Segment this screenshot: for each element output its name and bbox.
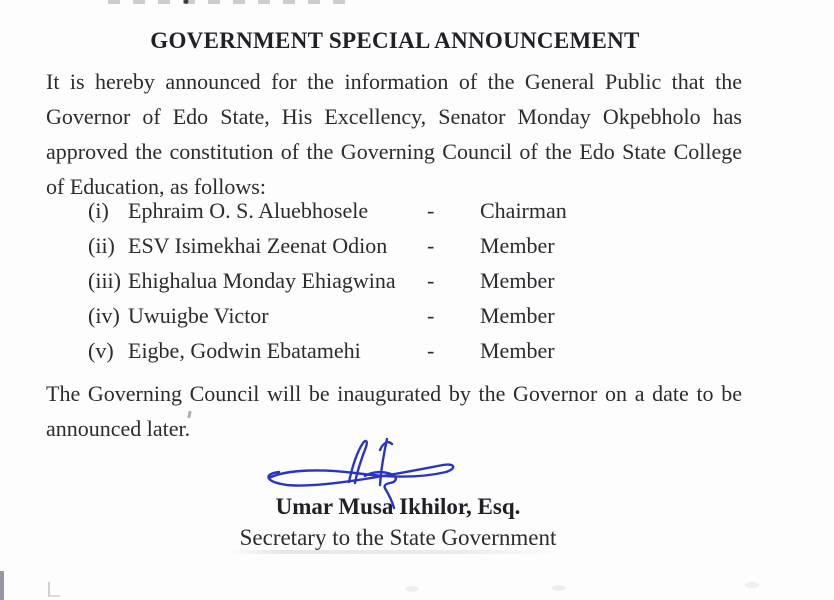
- council-member-list: [88, 193, 688, 368]
- roman-numeral: (i): [88, 198, 109, 223]
- roman-numeral: (iv): [88, 303, 120, 328]
- scan-corner-mark: [48, 582, 60, 597]
- separator-dash: -: [427, 198, 435, 223]
- council-row: [88, 228, 688, 263]
- roman-numeral: (iii): [88, 268, 121, 293]
- council-row: [88, 263, 688, 298]
- scan-blob: [745, 582, 759, 588]
- member-name: Ephraim O. S. Aluebhosele: [128, 198, 369, 223]
- roman-numeral: (ii): [88, 233, 115, 258]
- member-role: Member: [480, 233, 555, 258]
- member-name: Ehighalua Monday Ehiagwina: [128, 268, 396, 293]
- scan-blob: [552, 585, 566, 591]
- intro-line: of Education, as follows:: [46, 174, 266, 199]
- separator-dash: -: [427, 233, 435, 258]
- separator-dash: -: [427, 338, 435, 363]
- member-name: ESV Isimekhai Zeenat Odion: [128, 233, 388, 258]
- scan-blob: [405, 586, 419, 592]
- closing-paragraph: [46, 376, 742, 446]
- intro-paragraph: [46, 64, 742, 204]
- intro-line: It is hereby announced for the information of the General Public that the: [46, 69, 742, 94]
- intro-line: Governor of Edo State, His Excellency, Senator Monday Okpebholo has: [46, 104, 742, 129]
- signatory-title: Secretary to the State Government: [239, 525, 557, 550]
- roman-numeral: (v): [88, 338, 114, 363]
- council-row: [88, 298, 688, 333]
- separator-dash: -: [427, 268, 435, 293]
- member-role: Member: [480, 303, 555, 328]
- member-role: Member: [480, 338, 555, 363]
- scan-edge-mark: [0, 571, 4, 600]
- member-role: Chairman: [480, 198, 567, 223]
- member-name: Uwuigbe Victor: [128, 303, 269, 328]
- council-row: [88, 193, 688, 228]
- member-name: Eigbe, Godwin Ebatamehi: [128, 338, 361, 363]
- council-row: [88, 333, 688, 368]
- document-title: GOVERNMENT SPECIAL ANNOUNCEMENT: [150, 28, 640, 53]
- closing-line: announced later.: [46, 416, 191, 441]
- intro-line: approved the constitution of the Governing Council of the Edo State College: [46, 139, 742, 164]
- closing-line: The Governing Council will be inaugurated by the Governor on a date to be: [46, 381, 742, 406]
- member-role: Member: [480, 268, 555, 293]
- signatory-name: Umar Musa Ikhilor, Esq.: [275, 494, 521, 519]
- separator-dash: -: [427, 303, 435, 328]
- scan-smudge: [228, 550, 563, 554]
- cropped-line-fragment: [108, 0, 348, 4]
